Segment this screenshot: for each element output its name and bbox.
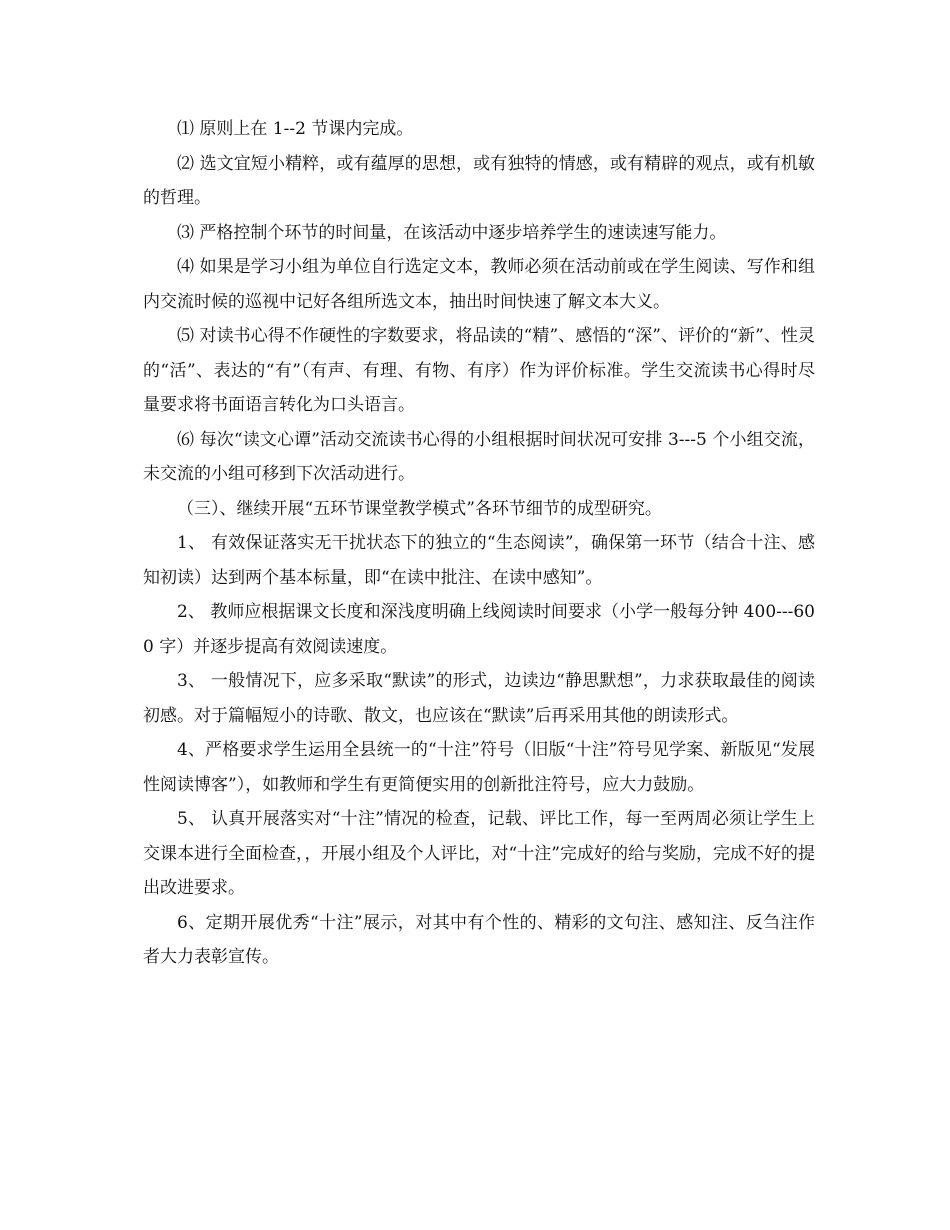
paragraph-principle-4: ⑷ 如果是学习小组为单位自行选定文本，教师必须在活动前或在学生阅读、写作和组内交流时候的巡视中记好各组所选文本，抽出时间快速了解文本大义。: [143, 257, 815, 312]
paragraph-principle-3: ⑶ 严格控制个环节的时间量，在该活动中逐步培养学生的速读速写能力。: [177, 222, 727, 243]
paragraph-item-5: 5、 认真开展落实对“十注”情况的检查，记载、评比工作，每一至两周必须让学生上交课本进行全面检查，，开展小组及个人评比，对“十注”完成好的给与奖励，完成不好的提出改进要求。: [143, 809, 815, 898]
paragraph-principle-2: ⑵ 选文宜短小精粹，或有蕴厚的思想，或有独特的情感，或有精辟的观点，或有机敏的哲理。: [143, 153, 815, 208]
section-heading-3: （三）、继续开展“五环节课堂教学模式”各环节细节的成型研究。: [177, 498, 662, 519]
paragraph-principle-6: ⑹ 每次“读文心谭”活动交流读书心得的小组根据时间状况可安排 3---5 个小组交流，未交流的小组可移到下次活动进行。: [143, 429, 815, 484]
paragraph-item-2: 2、 教师应根据课文长度和深浅度明确上线阅读时间要求（小学一般每分钟 400---600 字）并逐步提高有效阅读速度。: [143, 602, 815, 657]
paragraph-item-6: 6、定期开展优秀“十注”展示，对其中有个性的、精彩的文句注、感知注、反刍注作者大力表彰宣传。: [143, 912, 815, 967]
paragraph-item-3: 3、 一般情况下，应多采取“默读”的形式，边读边“静思默想”，力求获取最佳的阅读初感。对于篇幅短小的诗歌、散文，也应该在“默读”后再采用其他的朗读形式。: [143, 671, 815, 726]
paragraph-principle-1: ⑴ 原则上在 1--2 节课内完成。: [177, 119, 414, 139]
paragraph-item-1: 1、 有效保证落实无干扰状态下的独立的“生态阅读”，确保第一环节（结合十注、感知初读）达到两个基本标量，即“在读中批注、在读中感知”。: [143, 533, 815, 588]
paragraph-principle-5: ⑸ 对读书心得不作硬性的字数要求，将品读的“精”、感悟的“深”、评价的“新”、性灵的“活”、表达的“有”（有声、有理、有物、有序）作为评价标准。学生交流读书心得时尽量要求将书面语言转化为口头语言。: [143, 326, 815, 415]
paragraph-item-4: 4、严格要求学生运用全县统一的“十注”符号（旧版“十注”符号见学案、新版见“发展性阅读博客”），如教师和学生有更简便实用的创新批注符号，应大力鼓励。: [143, 740, 815, 795]
document-body: [143, 112, 815, 975]
